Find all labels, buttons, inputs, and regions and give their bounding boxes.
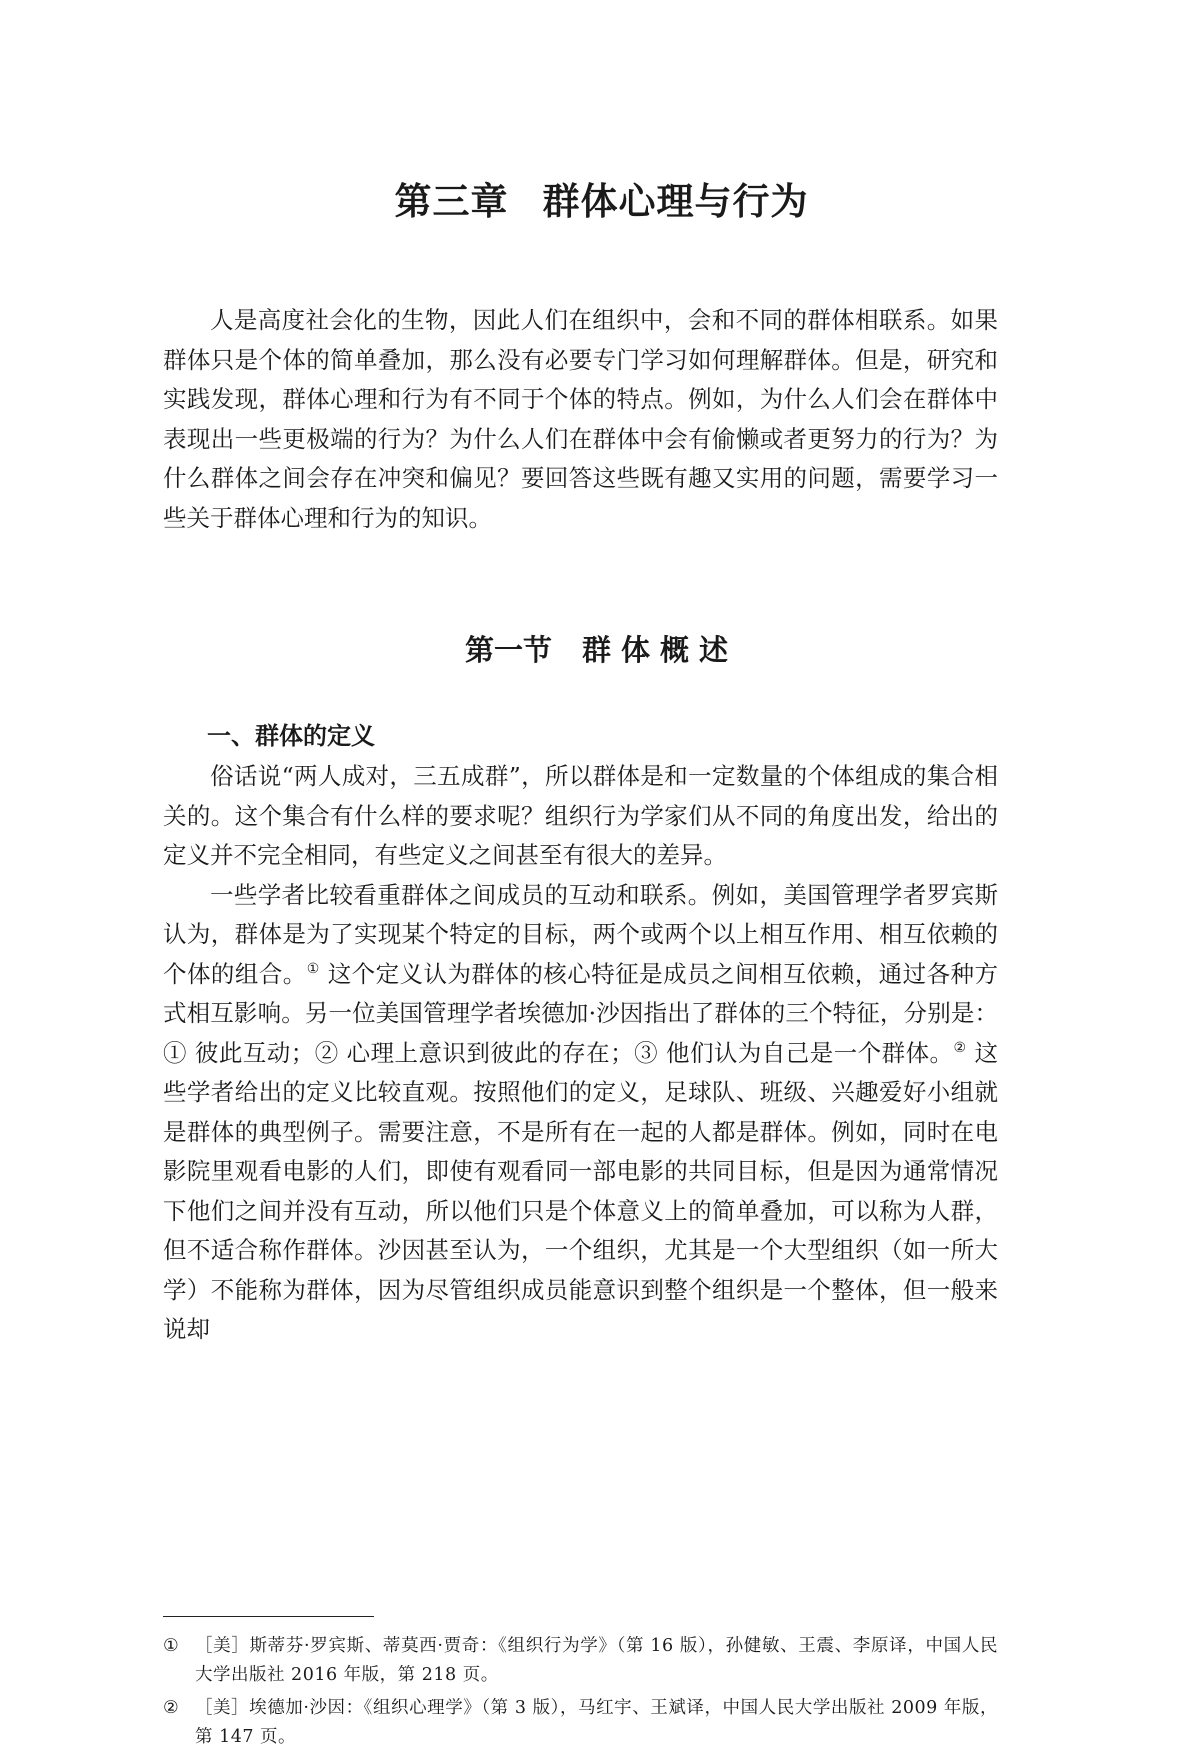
body-paragraph-1: 俗话说“两人成对，三五成群”，所以群体是和一定数量的个体组成的集合相关的。这个集合有什么样的要求呢？组织行为学家们从不同的角度出发，给出的定义并不完全相同，有些定义之间甚至有很大的差异。: [163, 762, 998, 869]
section-number: 第一节: [464, 633, 552, 667]
chapter-title: [0, 178, 1203, 226]
subheading-group-definition: 一、群体的定义: [207, 722, 375, 750]
footnote-mark: ①: [163, 1636, 180, 1656]
section-title: [0, 630, 1203, 670]
main-text-block: [163, 757, 998, 1350]
body-paragraph-2: [163, 876, 998, 1350]
footnotes: [163, 1632, 998, 1756]
chapter-number: 第三章: [394, 180, 509, 223]
footnote-ref-1[interactable]: ①: [306, 960, 320, 977]
paragraph-2-part-c: 这些学者给出的定义比较直观。按照他们的定义，足球队、班级、兴趣爱好小组就是群体的典型例子。需要注意，不是所有在一起的人都是群体。例如，同时在电影院里观看电影的人们，即使有观看同一部电影的共同目标，但是因为通常情况下他们之间并没有互动，所以他们只是个体意义上的简单叠加，可以称为人群，但不适合称作群体。沙因甚至认为，一个组织，尤其是一个大型组织（如一所大学）不能称为群体，因为尽管组织成员能意识到整个组织是一个整体，但一般来说却: [163, 1038, 998, 1343]
intro-paragraph: 人是高度社会化的生物，因此人们在组织中，会和不同的群体相联系。如果群体只是个体的简单叠加，那么没有必要专门学习如何理解群体。但是，研究和实践发现，群体心理和行为有不同于个体的特点。例如，为什么人们会在群体中表现出一些更极端的行为？为什么人们在群体中会有偷懒或者更努力的行为？为什么群体之间会存在冲突和偏见？要回答这些既有趣又实用的问题，需要学习一些关于群体心理和行为的知识。: [163, 306, 998, 532]
intro-block: [163, 301, 998, 538]
footnote-divider: [163, 1616, 374, 1617]
footnote-1: [163, 1632, 998, 1690]
paragraph-2-part-b: 这个定义认为群体的核心特征是成员之间相互依赖，通过各种方式相互影响。另一位美国管理学者埃德加·沙因指出了群体的三个特征，分别是：① 彼此互动；② 心理上意识到彼此的存在；③ 他们认为自己是一个群体。: [163, 959, 998, 1067]
section-name: 群体概述: [582, 633, 739, 667]
footnote-mark: ②: [163, 1698, 180, 1718]
paragraph-2-part-a: 一些学者比较看重群体之间成员的互动和联系。例如，美国管理学者罗宾斯认为，群体是为了实现某个特定的目标，两个或两个以上相互作用、相互依赖的个体的组合。: [163, 880, 998, 988]
footnote-ref-2[interactable]: ②: [953, 1039, 967, 1056]
chapter-name: 群体心理与行为: [542, 180, 809, 223]
footnote-text: ［美］斯蒂芬·罗宾斯、蒂莫西·贾奇：《组织行为学》（第 16 版），孙健敏、王震、李原译，中国人民大学出版社 2016 年版，第 218 页。: [195, 1636, 998, 1685]
footnote-2: [163, 1694, 998, 1752]
footnote-text: ［美］埃德加·沙因：《组织心理学》（第 3 版），马红宇、王斌译，中国人民大学出版社 2009 年版，第 147 页。: [195, 1698, 998, 1747]
